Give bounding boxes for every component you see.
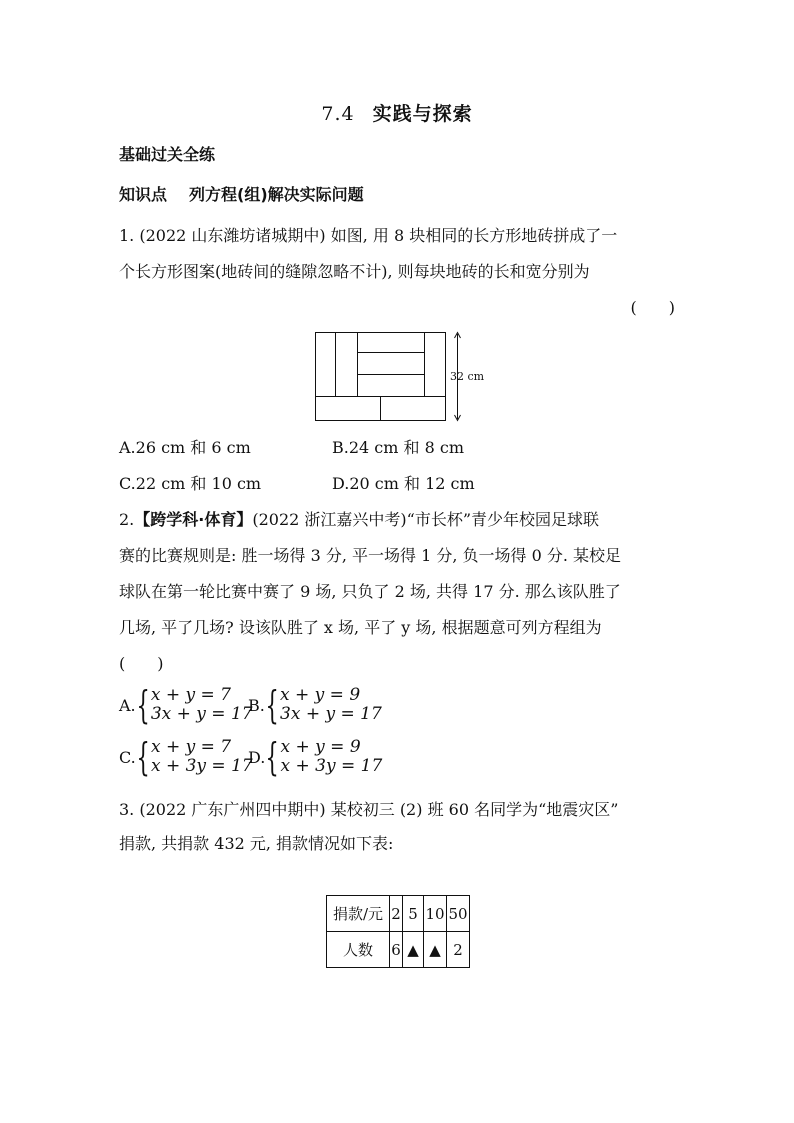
table-cell: 2 bbox=[390, 896, 403, 932]
q1-line-1: 1. (2022 山东潍坊诸城期中) 如图, 用 8 块相同的长方形地砖拼成了一 bbox=[119, 226, 618, 245]
table-cell: 人数 bbox=[327, 932, 390, 968]
q2-line-1-text: (2022 浙江嘉兴中考)“市长杯”青少年校园足球联 bbox=[252, 510, 600, 529]
q2-option-b-eq2: 3x + y = 17 bbox=[280, 704, 382, 724]
q2-line-2: 赛的比赛规则是: 胜一场得 3 分, 平一场得 1 分, 负一场得 0 分. 某校足 bbox=[119, 546, 622, 565]
brace-icon: { bbox=[136, 683, 150, 727]
q2-option-c-eq1: x + y = 7 bbox=[150, 737, 232, 757]
heading-basic-practice: 基础过关全练 bbox=[119, 145, 216, 164]
table-cell: 捐款/元 bbox=[327, 896, 390, 932]
q2-option-c bbox=[119, 735, 253, 779]
table-cell: ▲ bbox=[403, 932, 424, 968]
q1-answer-paren: ( ) bbox=[630, 298, 675, 317]
figure-dimension-label: 32 cm bbox=[450, 370, 485, 383]
q1-option-a: A.26 cm 和 6 cm bbox=[119, 438, 251, 457]
q1-line-2: 个长方形图案(地砖间的缝隙忽略不计), 则每块地砖的长和宽分别为 bbox=[119, 262, 590, 281]
brace-icon: { bbox=[265, 683, 279, 727]
q3-line-1: 3. (2022 广东广州四中期中) 某校初三 (2) 班 60 名同学为“地震灾区” bbox=[119, 800, 619, 819]
q2-option-a-eq1: x + y = 7 bbox=[150, 685, 231, 705]
q2-subject-tag: 【跨学科·体育】 bbox=[134, 510, 253, 529]
q2-option-b-label: B. bbox=[248, 695, 265, 715]
q2-option-d-label: D. bbox=[248, 747, 266, 767]
q2-option-d bbox=[248, 735, 383, 779]
q2-option-d-eq2: x + 3y = 17 bbox=[280, 756, 383, 776]
q1-option-c: C.22 cm 和 10 cm bbox=[119, 474, 262, 493]
q2-option-b bbox=[248, 683, 382, 727]
q2-line-4: 几场, 平了几场? 设该队胜了 x 场, 平了 y 场, 根据题意可列方程组为 bbox=[119, 618, 602, 637]
q2-option-d-eq1: x + y = 9 bbox=[280, 737, 361, 757]
q2-option-a-eq2: 3x + y = 17 bbox=[150, 704, 253, 724]
table-row bbox=[327, 896, 470, 932]
table-row bbox=[327, 932, 470, 968]
q2-number: 2. bbox=[119, 510, 135, 529]
donation-table bbox=[326, 895, 470, 968]
table-cell: 50 bbox=[447, 896, 470, 932]
q1-option-d: D.20 cm 和 12 cm bbox=[332, 474, 475, 493]
q2-answer-paren: ( ) bbox=[119, 654, 164, 673]
q2-option-a-label: A. bbox=[119, 695, 136, 715]
q2-option-c-eq2: x + 3y = 17 bbox=[150, 756, 253, 776]
q2-line-1 bbox=[119, 510, 675, 530]
heading-knowledge-point bbox=[119, 182, 364, 205]
knowledge-point-topic: 列方程(组)解决实际问题 bbox=[189, 185, 364, 204]
section-name: 实践与探索 bbox=[372, 103, 473, 125]
q2-option-c-label: C. bbox=[119, 747, 136, 767]
q2-option-a bbox=[119, 683, 253, 727]
q3-line-2: 捐款, 共捐款 432 元, 捐款情况如下表: bbox=[119, 834, 394, 853]
table-cell: 10 bbox=[424, 896, 447, 932]
brace-icon: { bbox=[265, 735, 280, 779]
table-cell: 6 bbox=[390, 932, 403, 968]
section-number: 7.4 bbox=[321, 103, 355, 125]
knowledge-point-label: 知识点 bbox=[119, 185, 168, 204]
q2-option-b-eq1: x + y = 9 bbox=[280, 685, 361, 705]
table-cell: 5 bbox=[403, 896, 424, 932]
section-title bbox=[0, 99, 794, 126]
q2-line-3: 球队在第一轮比赛中赛了 9 场, 只负了 2 场, 共得 17 分. 那么该队胜了 bbox=[119, 582, 621, 601]
table-cell: ▲ bbox=[424, 932, 447, 968]
table-cell: 2 bbox=[447, 932, 470, 968]
q1-tile-figure bbox=[312, 329, 487, 425]
q1-option-b: B.24 cm 和 8 cm bbox=[332, 438, 464, 457]
brace-icon: { bbox=[136, 735, 150, 779]
